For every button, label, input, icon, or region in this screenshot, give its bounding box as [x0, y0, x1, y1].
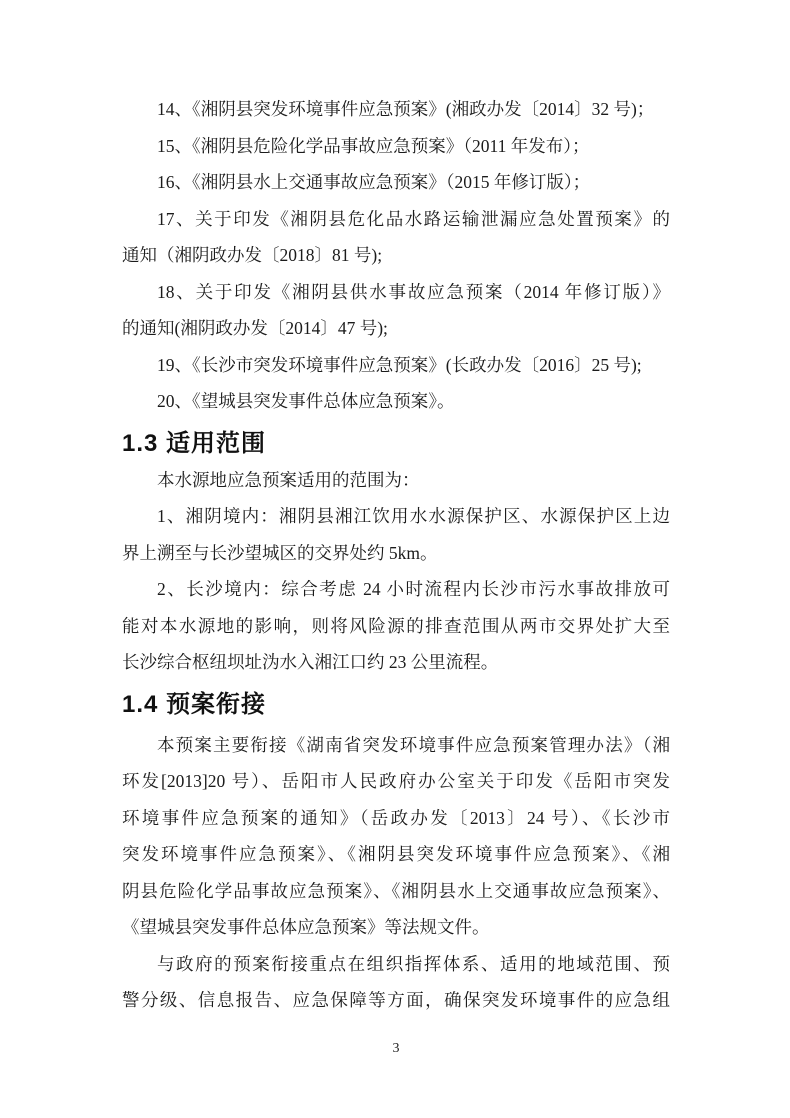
section-1-3-heading: 1.3 适用范围: [122, 429, 267, 457]
section-1-3-paragraph-3-line-2: 能对本水源地的影响，则将风险源的排查范围从两市交界处扩大至: [122, 615, 670, 636]
section-1-4-paragraph-1-line-1: 本预案主要衔接《湖南省突发环境事件应急预案管理办法》（湘: [157, 734, 670, 755]
ref-item-18-line-1: 18、关于印发《湘阴县供水事故应急预案（2014 年修订版）》: [157, 281, 670, 302]
ref-item-17-line-1: 17、关于印发《湘阴县危化品水路运输泄漏应急处置预案》的: [157, 208, 670, 229]
ref-item-16: 16、《湘阴县水上交通事故应急预案》（2015 年修订版）；: [157, 172, 591, 192]
section-1-4-paragraph-1-line-6: 《望城县突发事件总体应急预案》等法规文件。: [122, 917, 490, 937]
section-1-3-paragraph-2-line-2: 界上溯至与长沙望城区的交界处约 5km。: [122, 542, 438, 563]
ref-item-14: 14、《湘阴县突发环境事件应急预案》(湘政办发〔2014〕32 号)；: [157, 99, 655, 119]
section-1-4-paragraph-1-line-5: 阴县危险化学品事故应急预案》、《湘阴县水上交通事故应急预案》、: [122, 880, 670, 901]
section-1-4-heading: 1.4 预案衔接: [122, 690, 267, 718]
section-1-4-paragraph-1-line-3: 环境事件应急预案的通知》（岳政办发〔2013〕24 号）、《长沙市: [122, 807, 670, 828]
ref-item-17-line-2: 通知（湘阴政办发〔2018〕81 号);: [122, 245, 383, 265]
section-1-3-paragraph-3-line-1: 2、长沙境内：综合考虑 24 小时流程内长沙市污水事故排放可: [157, 579, 670, 599]
ref-item-15: 15、《湘阴县危险化学品事故应急预案》（2011 年发布）；: [157, 135, 590, 156]
section-1-3-paragraph-2-line-1: 1、湘阴境内：湘阴县湘江饮用水水源保护区、水源保护区上边: [157, 506, 670, 526]
page-number: 3: [392, 1040, 400, 1056]
ref-item-20: 20、《望城县突发事件总体应急预案》。: [157, 391, 455, 411]
section-1-3-paragraph-3-line-3: 长沙综合枢纽坝址沩水入湘江口约 23 公里流程。: [122, 652, 499, 672]
section-1-4-paragraph-1-line-2: 环发[2013]20 号）、岳阳市人民政府办公室关于印发《岳阳市突发: [122, 771, 670, 791]
section-1-3-paragraph-1-line-1: 本水源地应急预案适用的范围为：: [157, 469, 420, 490]
section-1-4-paragraph-1-line-4: 突发环境事件应急预案》、《湘阴县突发环境事件应急预案》、《湘: [122, 844, 670, 864]
section-1-4-paragraph-2-line-1: 与政府的预案衔接重点在组织指挥体系、适用的地域范围、预: [157, 953, 670, 974]
ref-item-19: 19、《长沙市突发环境事件应急预案》(长政办发〔2016〕25 号);: [157, 354, 642, 375]
ref-item-18-line-2: 的通知(湘阴政办发〔2014〕47 号);: [122, 318, 388, 338]
section-1-4-paragraph-2-line-2: 警分级、信息报告、应急保障等方面，确保突发环境事件的应急组: [122, 990, 670, 1010]
document-content: [122, 91, 670, 1019]
